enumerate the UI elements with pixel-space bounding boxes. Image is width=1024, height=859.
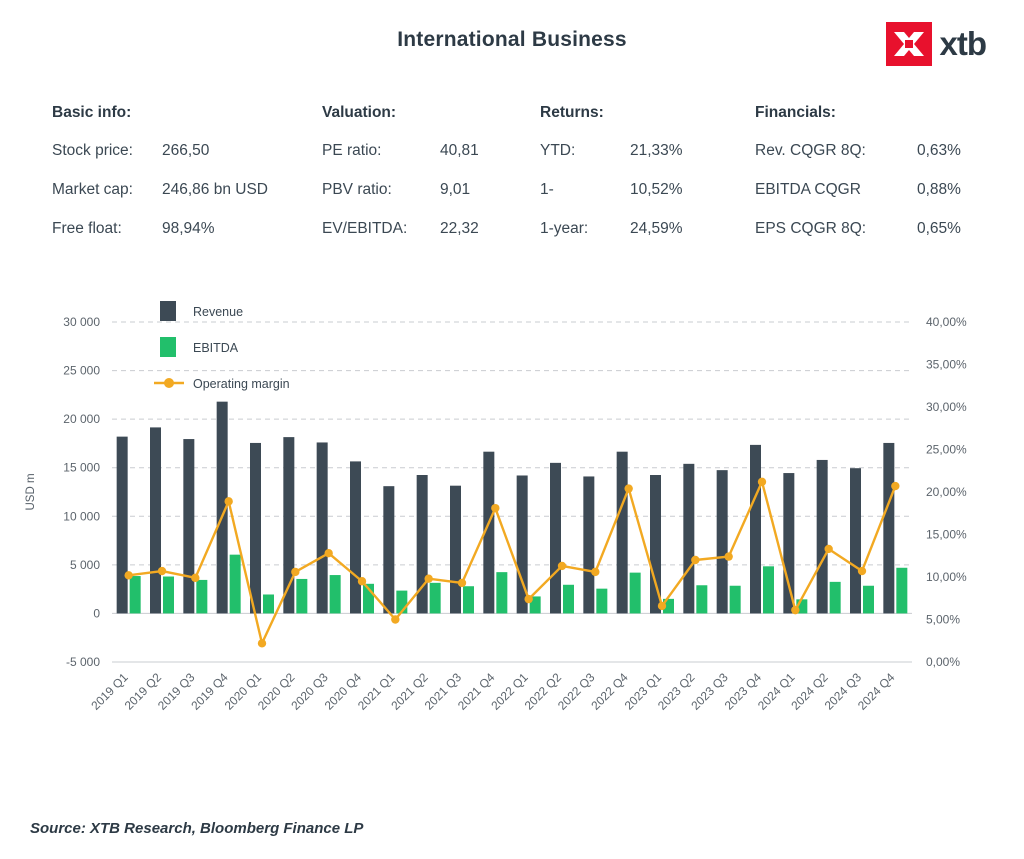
x-axis-category-label: 2023 Q1 (621, 670, 665, 713)
ytd-row (540, 142, 755, 160)
revenue-bar (683, 464, 694, 614)
x-axis-category-label: 2024 Q4 (854, 670, 898, 713)
one-year-row (540, 220, 755, 238)
ebitda-cqgr-row (755, 181, 1005, 199)
stock-price-row (52, 142, 322, 160)
summary-info (0, 104, 1024, 269)
revenue-bar (350, 461, 361, 613)
returns-block (540, 104, 755, 259)
legend-label: Revenue (193, 305, 244, 319)
ebitda-bar (463, 586, 474, 613)
revenue-bar (183, 439, 194, 613)
one-month-label: 1- (540, 181, 554, 198)
stock-price-label: Stock price: (52, 142, 133, 159)
legend-swatch-marker (164, 378, 174, 388)
x-axis-category-label: 2024 Q1 (754, 670, 798, 713)
x-axis-category-label: 2023 Q4 (721, 670, 765, 713)
ebitda-bar (630, 573, 641, 614)
returns-heading: Returns: (540, 104, 604, 121)
ebitda-bar (863, 586, 874, 614)
source-note: Source: XTB Research, Bloomberg Finance LP (30, 820, 364, 837)
y-axis-tick-label: 20 000 (63, 412, 100, 427)
pe-ratio-label: PE ratio: (322, 142, 382, 159)
free-float-value: 98,94% (162, 220, 215, 237)
x-axis-category-label: 2021 Q1 (354, 670, 398, 713)
operating-margin-point (858, 567, 866, 575)
y-axis-tick-label: 25 000 (63, 363, 100, 378)
free-float-row (52, 220, 322, 238)
pe-ratio-row (322, 142, 540, 160)
x-axis-category-label: 2022 Q2 (521, 670, 565, 713)
y2-axis-tick-label: 30,00% (926, 400, 967, 414)
y2-axis-tick-label: 15,00% (926, 527, 967, 542)
free-float-label: Free float: (52, 220, 122, 237)
ebitda-bar (263, 594, 274, 613)
legend-label: Operating margin (193, 377, 290, 391)
ebitda-bar (330, 575, 341, 613)
valuation-heading: Valuation: (322, 104, 397, 121)
ebitda-bar (196, 580, 207, 614)
pe-ratio-value: 40,81 (440, 142, 479, 159)
revenue-bar (117, 437, 128, 614)
ebitda-bar (430, 583, 441, 614)
basic-info-block (52, 104, 322, 259)
operating-margin-point (258, 639, 266, 647)
operating-margin-point (491, 504, 499, 512)
eps-cqgr-label: EPS CQGR 8Q: (755, 220, 867, 237)
revenue-bar (583, 476, 594, 613)
pbv-ratio-row (322, 181, 540, 199)
one-year-value: 24,59% (630, 220, 683, 237)
y2-axis-tick-label: 25,00% (926, 442, 967, 457)
y2-axis-tick-label: 40,00% (926, 315, 967, 329)
ebitda-cqgr-value: 0,88% (917, 181, 961, 198)
operating-margin-point (791, 606, 799, 614)
rev-cqgr-row (755, 142, 1005, 160)
revenue-bar (717, 470, 728, 613)
operating-margin-point (391, 615, 399, 623)
operating-margin-point (158, 567, 166, 575)
financials-heading: Financials: (755, 104, 836, 121)
eps-cqgr-row (755, 220, 1005, 238)
x-axis-category-label: 2019 Q2 (121, 670, 165, 713)
x-axis-category-label: 2023 Q2 (654, 670, 698, 713)
pbv-ratio-value: 9,01 (440, 181, 471, 198)
revenue-bar (150, 427, 161, 613)
ebitda-bar (830, 582, 841, 614)
operating-margin-point (191, 574, 199, 582)
ev-ebitda-row (322, 220, 540, 238)
market-cap-row (52, 181, 322, 199)
operating-margin-line (129, 482, 896, 644)
x-axis-category-label: 2019 Q4 (188, 670, 231, 713)
operating-margin-point (524, 595, 532, 603)
one-month-row (540, 181, 755, 199)
x-axis-category-label: 2022 Q4 (588, 670, 631, 713)
xtb-logo-mark-icon (886, 22, 932, 66)
y-axis-tick-label: 0 (93, 606, 100, 621)
operating-margin-point (424, 575, 432, 583)
operating-margin-point (824, 545, 832, 553)
operating-margin-point (324, 549, 332, 557)
x-axis-category-label: 2022 Q3 (554, 670, 598, 713)
revenue-bar (450, 486, 461, 614)
ebitda-bar (496, 572, 507, 613)
ebitda-cqgr-label: EBITDA CQGR (755, 181, 861, 198)
ebitda-bar (563, 585, 574, 614)
ytd-label: YTD: (540, 142, 576, 159)
ebitda-bar (896, 568, 907, 614)
stock-price-value: 266,50 (162, 142, 210, 159)
operating-margin-point (658, 602, 666, 610)
chart-canvas (0, 300, 1024, 800)
x-axis-category-label: 2021 Q4 (454, 670, 498, 713)
revenue-bar (883, 443, 894, 613)
legend-swatch (160, 337, 176, 357)
ebitda-bar (130, 576, 141, 613)
y2-axis-tick-label: 0,00% (926, 655, 961, 669)
revenue-bar (817, 460, 828, 613)
rev-cqgr-label: Rev. CQGR 8Q: (755, 142, 866, 159)
basic-info-heading: Basic info: (52, 104, 132, 121)
y-axis-tick-label: 5 000 (69, 557, 100, 572)
x-axis-category-label: 2020 Q4 (321, 670, 365, 713)
operating-margin-point (291, 568, 299, 576)
ebitda-bar (230, 555, 241, 614)
valuation-block (322, 104, 540, 259)
revenue-bar (550, 463, 561, 614)
market-cap-value: 246,86 bn USD (162, 181, 268, 198)
y2-axis-tick-label: 10,00% (926, 570, 967, 584)
pbv-ratio-label: PBV ratio: (322, 181, 392, 198)
operating-margin-point (724, 552, 732, 560)
ev-ebitda-value: 22,32 (440, 220, 479, 237)
ebitda-bar (296, 579, 307, 613)
y2-axis-tick-label: 35,00% (926, 357, 967, 372)
x-axis-category-label: 2021 Q2 (388, 670, 431, 713)
one-month-value: 10,52% (630, 181, 683, 198)
revenue-bar (383, 486, 394, 613)
operating-margin-point (624, 484, 632, 492)
operating-margin-point (891, 482, 899, 490)
financials-block (755, 104, 1005, 259)
x-axis-category-label: 2023 Q3 (688, 670, 731, 713)
rev-cqgr-value: 0,63% (917, 142, 961, 159)
x-axis-category-label: 2020 Q2 (254, 670, 298, 713)
operating-margin-point (691, 556, 699, 564)
revenue-bar (250, 443, 261, 613)
revenue-bar (783, 473, 794, 613)
x-axis-category-label: 2024 Q3 (821, 670, 865, 713)
y-axis-tick-label: -5 000 (65, 655, 100, 669)
y2-axis-tick-label: 20,00% (926, 485, 967, 499)
revenue-bar (617, 452, 628, 614)
x-axis-category-label: 2020 Q3 (288, 670, 331, 713)
x-axis-category-label: 2020 Q1 (221, 670, 265, 713)
operating-margin-point (558, 562, 566, 570)
x-axis-category-label: 2019 Q3 (154, 670, 198, 713)
market-cap-label: Market cap: (52, 181, 133, 198)
operating-margin-point (458, 579, 466, 587)
ebitda-bar (596, 589, 607, 614)
x-axis-category-label: 2022 Q1 (488, 670, 531, 713)
xtb-logo (886, 22, 987, 66)
ebitda-bar (730, 586, 741, 614)
legend-swatch (160, 301, 176, 321)
xtb-logo-text: xtb (939, 25, 986, 62)
x-axis-category-label: 2024 Q2 (788, 670, 831, 713)
y-axis-tick-label: 10 000 (63, 509, 100, 524)
operating-margin-point (124, 571, 132, 579)
revenue-bar (750, 445, 761, 614)
y-axis-tick-label: 30 000 (63, 315, 100, 329)
x-axis-category-label: 2019 Q1 (88, 670, 131, 713)
one-year-label: 1-year: (540, 220, 589, 237)
ev-ebitda-label: EV/EBITDA: (322, 220, 408, 237)
operating-margin-point (758, 478, 766, 486)
y-axis-title: USD m (25, 473, 37, 511)
page-title: International Business (397, 28, 627, 51)
operating-margin-point (224, 497, 232, 505)
financial-chart (0, 300, 1024, 800)
ebitda-bar (696, 585, 707, 613)
operating-margin-point (358, 577, 366, 585)
y2-axis-tick-label: 5,00% (926, 612, 961, 627)
x-axis-category-label: 2021 Q3 (421, 670, 465, 713)
operating-margin-point (591, 568, 599, 576)
revenue-bar (317, 442, 328, 613)
ebitda-bar (763, 566, 774, 613)
revenue-bar (850, 468, 861, 613)
legend-label: EBITDA (193, 341, 239, 355)
ebitda-bar (163, 577, 174, 614)
eps-cqgr-value: 0,65% (917, 220, 961, 237)
ytd-value: 21,33% (630, 142, 683, 159)
y-axis-tick-label: 15 000 (63, 460, 100, 475)
